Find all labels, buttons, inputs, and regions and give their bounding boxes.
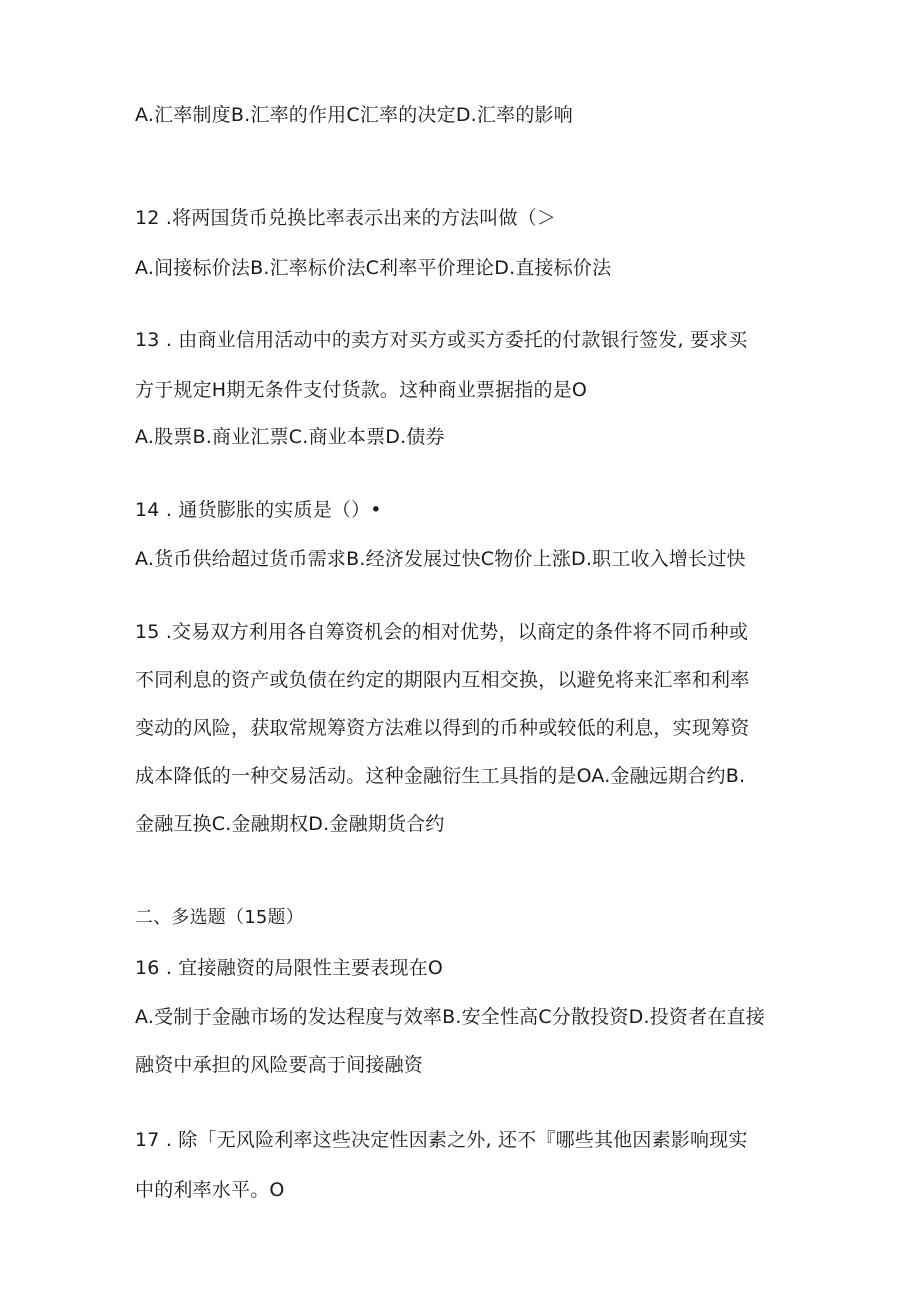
q17-line2: 中的利率水平。O — [135, 1179, 285, 1201]
q12-options: A.间接标价法B.汇率标价法C利率平价理论D.直接标价法 — [135, 257, 612, 279]
q15-line4: 成本降低的一种交易活动。这种金融衍生工具指的是OA.金融远期合约B. — [135, 765, 746, 787]
q13-options: A.股票B.商业汇票C.商业本票D.债券 — [135, 426, 445, 448]
q15-line3: 变动的风险，获取常规筹资方法难以得到的币种或较低的利息，实现筹资 — [135, 717, 750, 739]
q15-line5: 金融互换C.金融期权D.金融期货合约 — [135, 813, 445, 835]
q15-line1: 15 .交易双方利用各自筹资机会的相对优势，以商定的条件将不同币种或 — [135, 621, 749, 643]
q15-line2: 不同利息的资产或负债在约定的期限内互相交换，以避免将来汇率和利率 — [135, 669, 750, 691]
q16-stem: 16 . 宜接融资的局限性主要表现在O — [135, 957, 444, 979]
q14-stem: 14 . 通货膨胀的实质是（）• — [135, 499, 382, 521]
q16-options-line2: 融资中承担的风险要高于间接融资 — [135, 1054, 424, 1076]
q11-options: A.汇率制度B.汇率的作用C汇率的决定D.汇率的影响 — [135, 104, 573, 126]
q13-stem-line1: 13 . 由商业信用活动中的卖方对买方或买方委托的付款银行签发, 要求买 — [135, 329, 748, 351]
q12-stem: 12 .将两国货币兑换比率表示出来的方法叫做（＞ — [135, 207, 557, 229]
q16-options-line1: A.受制于金融市场的发达程度与效率B.安全性高C分散投资D.投资者在直接 — [135, 1006, 765, 1028]
q17-line1: 17 . 除「无风险利率这些决定性因素之外, 还不『哪些其他因素影响现实 — [135, 1129, 748, 1151]
q13-stem-line2: 方于规定H期无条件支付货款。这种商业票据指的是O — [135, 379, 588, 401]
q14-options: A.货币供给超过货币需求B.经济发展过快C物价上涨D.职工收入增长过快 — [135, 548, 746, 570]
section-title: 二、多选题（15题） — [135, 907, 304, 928]
